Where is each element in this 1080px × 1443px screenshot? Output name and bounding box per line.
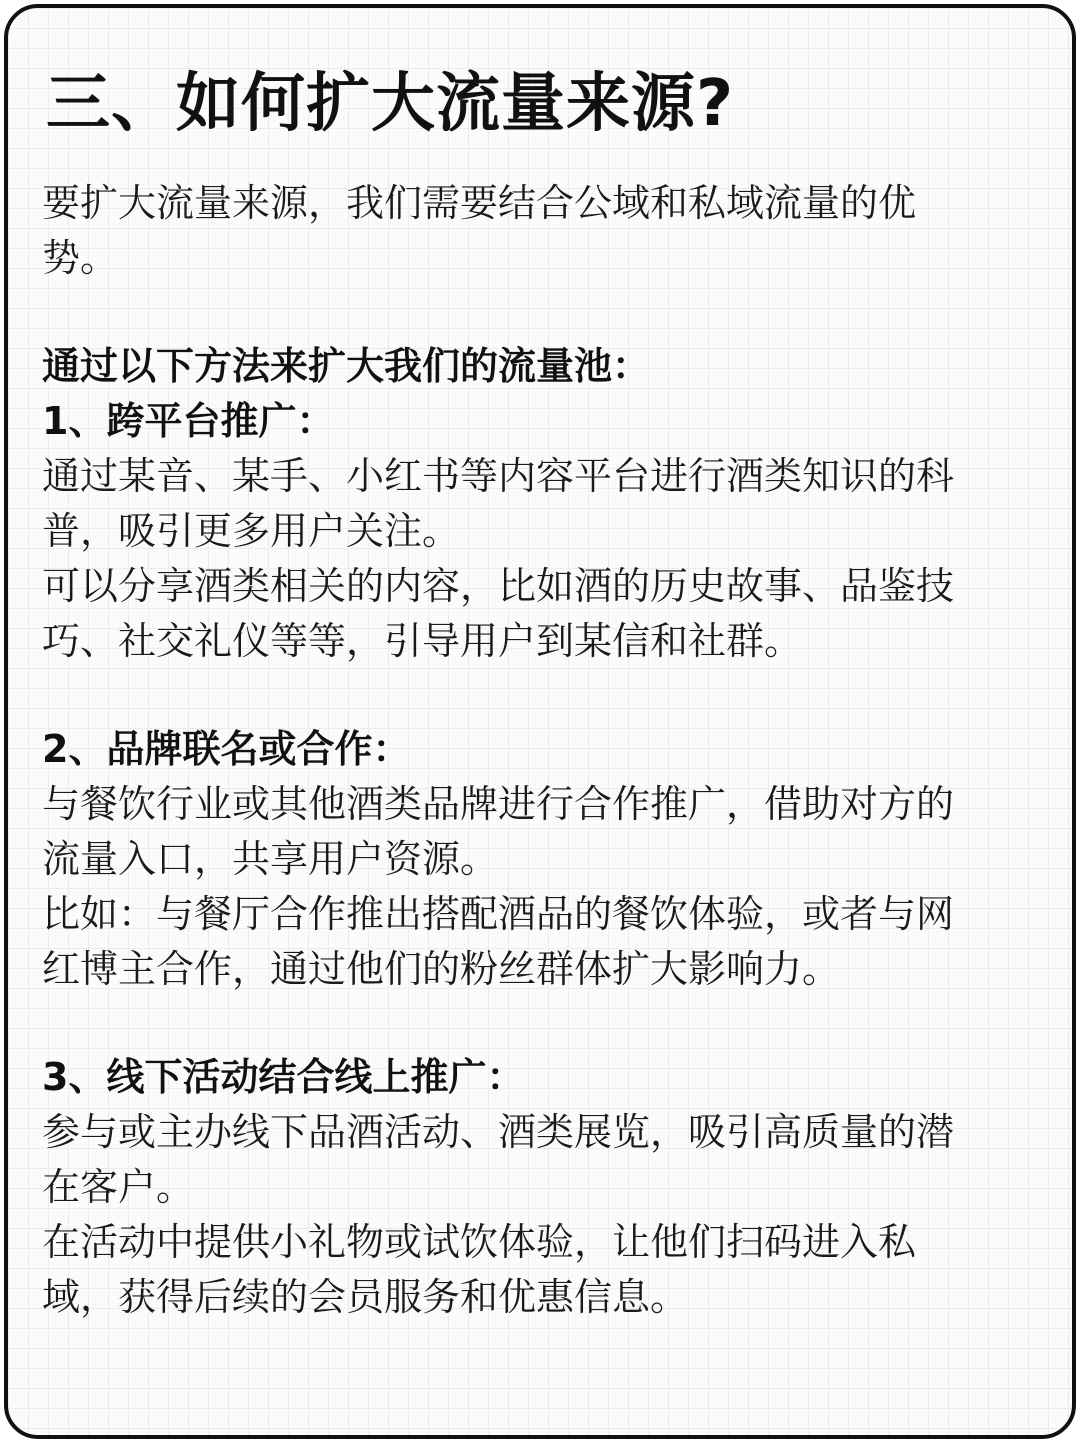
page-title: 三、如何扩大流量来源?: [46, 67, 735, 141]
intro-line: 要扩大流量来源，我们需要结合公域和私域流量的优: [42, 181, 917, 225]
section-text: 域，获得后续的会员服务和优惠信息。: [42, 1275, 689, 1319]
section-text: 参与或主办线下品酒活动、酒类展览，吸引高质量的潜: [42, 1110, 955, 1154]
section-text: 通过某音、某手、小红书等内容平台进行酒类知识的科: [42, 454, 955, 498]
intro-line: 势。: [42, 236, 119, 280]
section-text: 可以分享酒类相关的内容，比如酒的历史故事、品鉴技: [42, 564, 955, 608]
section-text: 比如：与餐厅合作推出搭配酒品的餐饮体验，或者与网: [42, 892, 955, 936]
section-heading-brand-collab: 2、品牌联名或合作：: [42, 727, 411, 771]
section-heading-cross-platform: 1、跨平台推广：: [42, 399, 335, 443]
lead-heading: 通过以下方法来扩大我们的流量池：: [42, 344, 651, 388]
section-text: 在活动中提供小礼物或试饮体验，让他们扫码进入私: [42, 1220, 917, 1264]
section-text: 普，吸引更多用户关注。: [42, 509, 461, 553]
section-text: 与餐饮行业或其他酒类品牌进行合作推广，借助对方的: [42, 782, 955, 826]
content-card: [4, 4, 1076, 1439]
section-heading-offline-events: 3、线下活动结合线上推广：: [42, 1055, 525, 1099]
article-body: [42, 176, 1046, 1325]
section-text: 巧、社交礼仪等等，引导用户到某信和社群。: [42, 619, 803, 663]
section-text: 红博主合作，通过他们的粉丝群体扩大影响力。: [42, 947, 841, 991]
paragraph-gap: [42, 669, 1046, 722]
section-text: 在客户。: [42, 1165, 195, 1209]
paragraph-gap: [42, 997, 1046, 1050]
section-text: 流量入口，共享用户资源。: [42, 837, 499, 881]
paragraph-gap: [42, 286, 1046, 339]
